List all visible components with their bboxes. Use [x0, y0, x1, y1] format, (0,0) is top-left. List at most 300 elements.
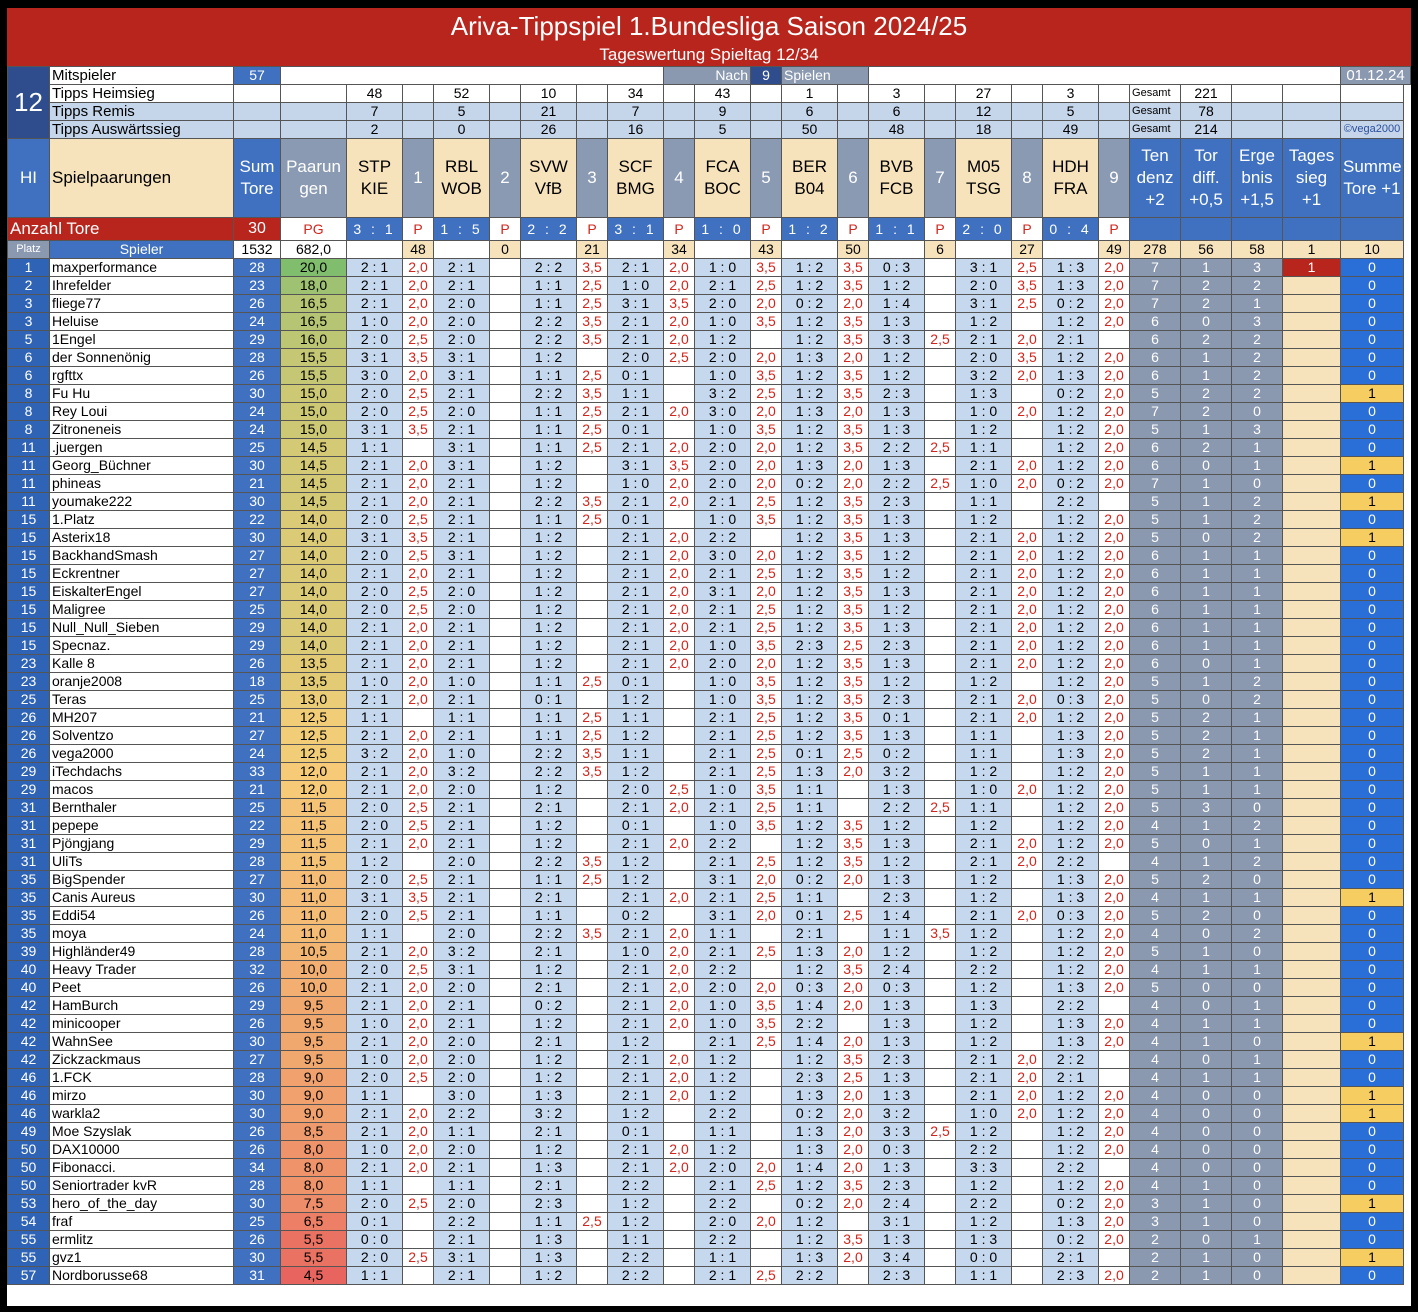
player-summe-tore: 0 — [1341, 1267, 1404, 1285]
player-tip: 1 : 3 — [521, 1087, 577, 1105]
match-6-number: 6 — [838, 139, 869, 218]
player-summe-tore: 1 — [1341, 385, 1404, 403]
player-tordiff: 2 — [1181, 331, 1232, 349]
player-points: 3,5 — [838, 1177, 869, 1195]
cell — [1283, 121, 1341, 139]
player-tip: 3 : 1 — [434, 349, 490, 367]
cell — [281, 67, 664, 85]
player-tip: 2 : 0 — [434, 583, 490, 601]
player-tagessieg — [1283, 457, 1341, 475]
player-tip: 0 : 2 — [1043, 1231, 1099, 1249]
player-tip: 1 : 3 — [869, 997, 925, 1015]
player-points: 3,5 — [838, 619, 869, 637]
player-pg: 20,0 — [281, 259, 347, 277]
player-pg: 18,0 — [281, 277, 347, 295]
player-row — [8, 331, 1411, 349]
player-tip: 1 : 3 — [869, 511, 925, 529]
player-ergebnis: 2 — [1232, 277, 1283, 295]
player-tordiff: 0 — [1181, 835, 1232, 853]
player-points: 2,0 — [1012, 403, 1043, 421]
match-2-result: 1 : 5 — [434, 218, 490, 241]
player-tendenz: 5 — [1130, 799, 1181, 817]
player-tip: 2 : 1 — [608, 403, 664, 421]
cell — [403, 85, 434, 103]
match-8-number: 8 — [1012, 139, 1043, 218]
player-tip: 1 : 1 — [521, 421, 577, 439]
player-points: 2,0 — [1099, 907, 1130, 925]
player-rank: 42 — [8, 1051, 50, 1069]
player-tip: 1 : 2 — [695, 1141, 751, 1159]
player-points — [577, 475, 608, 493]
player-tip: 1 : 2 — [956, 1033, 1012, 1051]
player-ergebnis: 0 — [1232, 871, 1283, 889]
player-points: 2,0 — [1012, 529, 1043, 547]
player-tip: 2 : 0 — [434, 331, 490, 349]
gesamt-label: Gesamt — [1130, 85, 1181, 103]
player-summe-tore: 0 — [1341, 799, 1404, 817]
player-tore: 22 — [234, 817, 281, 835]
player-row — [8, 961, 1411, 979]
player-row — [8, 691, 1411, 709]
player-points — [490, 439, 521, 457]
player-tip: 2 : 1 — [782, 925, 838, 943]
player-tip: 1 : 3 — [956, 1231, 1012, 1249]
player-tip: 1 : 1 — [434, 1177, 490, 1195]
player-tip: 1 : 1 — [956, 799, 1012, 817]
player-points: 2,0 — [664, 529, 695, 547]
player-tendenz: 5 — [1130, 673, 1181, 691]
player-points — [925, 1249, 956, 1267]
player-tip: 2 : 1 — [608, 979, 664, 997]
player-rank: 6 — [8, 349, 50, 367]
player-rank: 26 — [8, 745, 50, 763]
player-points — [490, 997, 521, 1015]
player-summe-tore: 0 — [1341, 331, 1404, 349]
player-tip: 1 : 2 — [782, 709, 838, 727]
player-tip: 2 : 3 — [1043, 1267, 1099, 1285]
player-tip: 2 : 0 — [434, 313, 490, 331]
player-tordiff: 1 — [1181, 565, 1232, 583]
player-tendenz: 6 — [1130, 439, 1181, 457]
player-points: 2,0 — [1099, 511, 1130, 529]
player-points: 2,5 — [751, 601, 782, 619]
cell — [234, 103, 281, 121]
player-points — [577, 1249, 608, 1267]
player-points: 2,0 — [751, 979, 782, 997]
player-tip: 1 : 1 — [347, 439, 403, 457]
player-tip: 1 : 1 — [608, 709, 664, 727]
player-tore: 29 — [234, 331, 281, 349]
player-row — [8, 1159, 1411, 1177]
cell — [869, 67, 1341, 85]
tips-count: 6 — [869, 103, 925, 121]
player-points — [490, 835, 521, 853]
player-points: 2,5 — [403, 1195, 434, 1213]
player-tip: 1 : 2 — [782, 655, 838, 673]
player-tip: 2 : 1 — [1043, 331, 1099, 349]
player-points — [490, 583, 521, 601]
player-tip: 2 : 0 — [434, 925, 490, 943]
player-tagessieg — [1283, 547, 1341, 565]
player-points — [577, 1141, 608, 1159]
player-tore: 24 — [234, 403, 281, 421]
player-tip: 2 : 1 — [695, 763, 751, 781]
player-rank: 8 — [8, 403, 50, 421]
player-points — [490, 313, 521, 331]
player-summe-tore: 0 — [1341, 1015, 1404, 1033]
player-tagessieg — [1283, 1069, 1341, 1087]
player-points: 2,0 — [1099, 835, 1130, 853]
player-row — [8, 529, 1411, 547]
player-tip: 2 : 2 — [1043, 997, 1099, 1015]
player-tip: 1 : 2 — [695, 1069, 751, 1087]
player-tip: 2 : 1 — [608, 1159, 664, 1177]
player-tagessieg — [1283, 781, 1341, 799]
player-tip: 1 : 1 — [956, 493, 1012, 511]
player-tip: 2 : 1 — [956, 835, 1012, 853]
player-summe-tore: 0 — [1341, 475, 1404, 493]
player-points — [925, 961, 956, 979]
match-2-p-label: P — [490, 218, 521, 241]
player-tip: 1 : 3 — [869, 1015, 925, 1033]
player-tendenz: 6 — [1130, 655, 1181, 673]
player-points: 2,0 — [1012, 1051, 1043, 1069]
player-tendenz: 5 — [1130, 979, 1181, 997]
player-tip: 2 : 1 — [695, 277, 751, 295]
player-tip: 1 : 2 — [347, 853, 403, 871]
player-tip: 1 : 3 — [1043, 367, 1099, 385]
player-points: 2,0 — [403, 1159, 434, 1177]
player-row — [8, 367, 1411, 385]
player-points: 2,5 — [751, 709, 782, 727]
player-pg: 6,5 — [281, 1213, 347, 1231]
player-tip: 1 : 2 — [956, 871, 1012, 889]
player-points — [1012, 673, 1043, 691]
player-tip: 1 : 2 — [521, 547, 577, 565]
player-tip: 1 : 2 — [782, 1051, 838, 1069]
player-pg: 15,5 — [281, 349, 347, 367]
player-tip: 1 : 0 — [695, 637, 751, 655]
player-tip: 2 : 1 — [434, 871, 490, 889]
player-summe-tore: 0 — [1341, 781, 1404, 799]
player-tip: 2 : 2 — [695, 835, 751, 853]
player-tip: 1 : 2 — [521, 1267, 577, 1285]
player-tip: 2 : 1 — [695, 943, 751, 961]
player-tore: 29 — [234, 997, 281, 1015]
player-tip: 1 : 2 — [782, 277, 838, 295]
player-ergebnis: 2 — [1232, 673, 1283, 691]
spielpaarungen-label: Spielpaarungen — [50, 139, 234, 218]
player-tendenz: 6 — [1130, 565, 1181, 583]
player-tip: 2 : 1 — [608, 637, 664, 655]
player-ergebnis: 2 — [1232, 331, 1283, 349]
cell — [1099, 85, 1130, 103]
player-points: 2,5 — [751, 493, 782, 511]
player-tip: 1 : 2 — [782, 439, 838, 457]
player-rank: 25 — [8, 691, 50, 709]
player-points: 2,5 — [403, 961, 434, 979]
player-points: 2,0 — [403, 727, 434, 745]
player-tip: 2 : 2 — [521, 331, 577, 349]
player-points — [838, 799, 869, 817]
player-pg: 14,5 — [281, 493, 347, 511]
player-tendenz: 5 — [1130, 781, 1181, 799]
player-tip: 1 : 2 — [782, 511, 838, 529]
player-tip: 2 : 1 — [347, 619, 403, 637]
player-tordiff: 1 — [1181, 673, 1232, 691]
player-tip: 2 : 1 — [347, 457, 403, 475]
player-rank: 49 — [8, 1123, 50, 1141]
tips-count: 5 — [1043, 103, 1099, 121]
player-tip: 2 : 0 — [434, 295, 490, 313]
player-points: 3,5 — [751, 997, 782, 1015]
player-tip: 1 : 2 — [1043, 1105, 1099, 1123]
player-tip: 1 : 2 — [869, 565, 925, 583]
player-points — [577, 943, 608, 961]
player-ergebnis: 2 — [1232, 817, 1283, 835]
player-tip: 1 : 1 — [434, 709, 490, 727]
player-tip: 1 : 2 — [782, 673, 838, 691]
player-points — [403, 1177, 434, 1195]
player-rank: 42 — [8, 1033, 50, 1051]
player-name: BackhandSmash — [50, 547, 234, 565]
player-tip: 1 : 2 — [782, 259, 838, 277]
player-rank: 29 — [8, 781, 50, 799]
player-tip: 1 : 3 — [869, 1033, 925, 1051]
player-tore: 26 — [234, 1141, 281, 1159]
player-summe-tore: 0 — [1341, 619, 1404, 637]
player-tip: 2 : 1 — [347, 1033, 403, 1051]
player-row — [8, 979, 1411, 997]
match-6-p-label: P — [838, 218, 869, 241]
player-tip: 1 : 2 — [869, 601, 925, 619]
player-tip: 1 : 2 — [1043, 403, 1099, 421]
player-points: 3,5 — [838, 385, 869, 403]
player-name: Asterix18 — [50, 529, 234, 547]
match-8-points-total: 27 — [1012, 241, 1043, 259]
player-points: 2,5 — [925, 331, 956, 349]
player-points — [925, 511, 956, 529]
player-tip: 0 : 1 — [782, 907, 838, 925]
player-points: 2,5 — [577, 421, 608, 439]
player-points — [1012, 727, 1043, 745]
ergebnis-header: Erge bnis +1,5 — [1232, 139, 1283, 218]
player-tip: 1 : 1 — [956, 745, 1012, 763]
match-5-number: 5 — [751, 139, 782, 218]
player-tip: 0 : 2 — [1043, 1195, 1099, 1213]
player-tip: 1 : 2 — [956, 511, 1012, 529]
player-tip: 1 : 0 — [956, 1105, 1012, 1123]
player-row — [8, 1213, 1411, 1231]
cell — [521, 241, 577, 259]
player-tip: 0 : 1 — [521, 691, 577, 709]
player-tip: 1 : 1 — [521, 367, 577, 385]
player-pg: 14,0 — [281, 565, 347, 583]
player-tip: 1 : 2 — [782, 727, 838, 745]
player-tagessieg — [1283, 1249, 1341, 1267]
player-row — [8, 871, 1411, 889]
player-tip: 2 : 3 — [869, 691, 925, 709]
player-points — [751, 1105, 782, 1123]
player-points: 2,5 — [751, 565, 782, 583]
player-tore: 26 — [234, 1015, 281, 1033]
player-points — [577, 1015, 608, 1033]
player-name: ermlitz — [50, 1231, 234, 1249]
player-tip: 2 : 0 — [956, 349, 1012, 367]
player-points — [751, 331, 782, 349]
player-points — [1099, 997, 1130, 1015]
player-ergebnis: 0 — [1232, 1159, 1283, 1177]
player-points: 2,5 — [664, 349, 695, 367]
player-row — [8, 511, 1411, 529]
player-points: 2,0 — [403, 745, 434, 763]
player-points — [577, 799, 608, 817]
player-ergebnis: 0 — [1232, 1123, 1283, 1141]
player-tip: 1 : 2 — [956, 943, 1012, 961]
player-points — [1012, 1213, 1043, 1231]
player-tip: 2 : 1 — [434, 259, 490, 277]
player-pg: 9,5 — [281, 1051, 347, 1069]
player-pg: 4,5 — [281, 1267, 347, 1285]
player-rank: 55 — [8, 1249, 50, 1267]
player-points — [577, 1267, 608, 1285]
player-tore: 28 — [234, 259, 281, 277]
player-row — [8, 835, 1411, 853]
player-points: 2,5 — [403, 583, 434, 601]
player-tip: 2 : 1 — [347, 493, 403, 511]
player-tip: 2 : 1 — [608, 259, 664, 277]
player-points — [751, 1087, 782, 1105]
player-tip: 2 : 1 — [956, 331, 1012, 349]
player-tordiff: 1 — [1181, 583, 1232, 601]
player-tendenz: 5 — [1130, 421, 1181, 439]
player-points — [577, 1033, 608, 1051]
tips-label: Tipps Heimsieg — [50, 85, 234, 103]
player-tendenz: 4 — [1130, 961, 1181, 979]
cell — [925, 121, 956, 139]
player-tip: 1 : 2 — [1043, 457, 1099, 475]
player-points: 2,0 — [403, 943, 434, 961]
player-tip: 2 : 1 — [608, 655, 664, 673]
player-points: 2,5 — [925, 1123, 956, 1141]
player-tip: 1 : 3 — [1043, 889, 1099, 907]
player-points: 2,0 — [1099, 709, 1130, 727]
player-points: 2,5 — [577, 367, 608, 385]
player-tip: 2 : 1 — [956, 709, 1012, 727]
player-points — [751, 529, 782, 547]
player-tip: 1 : 0 — [956, 475, 1012, 493]
cell — [490, 103, 521, 121]
player-points: 2,0 — [403, 997, 434, 1015]
player-tip: 1 : 2 — [956, 673, 1012, 691]
cell — [434, 241, 490, 259]
player-tordiff: 1 — [1181, 1015, 1232, 1033]
player-points: 2,5 — [403, 817, 434, 835]
player-tip: 2 : 1 — [434, 493, 490, 511]
player-points: 2,0 — [1099, 367, 1130, 385]
player-name: Eddi54 — [50, 907, 234, 925]
player-tip: 1 : 3 — [1043, 1015, 1099, 1033]
player-tip: 1 : 2 — [782, 313, 838, 331]
player-points: 2,0 — [664, 583, 695, 601]
player-points: 2,5 — [751, 1177, 782, 1195]
player-points: 2,0 — [751, 403, 782, 421]
player-points — [1099, 1069, 1130, 1087]
player-tip: 2 : 0 — [434, 853, 490, 871]
player-points — [925, 709, 956, 727]
player-tip: 1 : 2 — [782, 1213, 838, 1231]
player-tip: 2 : 0 — [695, 979, 751, 997]
tips-count: 27 — [956, 85, 1012, 103]
tips-count: 7 — [608, 103, 664, 121]
player-points — [490, 1123, 521, 1141]
player-tagessieg — [1283, 835, 1341, 853]
player-tip: 2 : 1 — [608, 1015, 664, 1033]
player-tip: 2 : 1 — [347, 763, 403, 781]
cell — [1012, 121, 1043, 139]
player-tip: 3 : 1 — [434, 1249, 490, 1267]
spielen-label: Spielen — [782, 67, 869, 85]
player-points: 3,5 — [838, 709, 869, 727]
player-tip: 2 : 0 — [434, 781, 490, 799]
player-tagessieg — [1283, 1177, 1341, 1195]
player-row — [8, 1195, 1411, 1213]
player-tip: 1 : 2 — [1043, 601, 1099, 619]
player-tip: 1 : 3 — [869, 583, 925, 601]
player-tip: 2 : 0 — [695, 1213, 751, 1231]
player-tip: 2 : 3 — [869, 889, 925, 907]
player-points: 2,0 — [1012, 637, 1043, 655]
player-tip: 3 : 1 — [695, 583, 751, 601]
player-tip: 2 : 3 — [782, 1069, 838, 1087]
player-points — [490, 511, 521, 529]
player-tore: 28 — [234, 1069, 281, 1087]
player-tip: 1 : 2 — [695, 331, 751, 349]
player-summe-tore: 0 — [1341, 727, 1404, 745]
player-tip: 2 : 2 — [1043, 853, 1099, 871]
player-tip: 1 : 0 — [347, 1141, 403, 1159]
player-points — [490, 709, 521, 727]
player-points: 2,0 — [1099, 691, 1130, 709]
player-tip: 3 : 2 — [869, 763, 925, 781]
player-points: 2,0 — [1099, 259, 1130, 277]
player-row — [8, 565, 1411, 583]
player-points — [490, 817, 521, 835]
player-points: 3,5 — [838, 529, 869, 547]
player-points: 2,0 — [838, 943, 869, 961]
player-points — [925, 1267, 956, 1285]
player-points: 2,0 — [403, 1123, 434, 1141]
player-points: 2,0 — [751, 475, 782, 493]
player-tip: 1 : 1 — [434, 1123, 490, 1141]
player-tip: 2 : 1 — [434, 475, 490, 493]
player-summe-tore: 0 — [1341, 961, 1404, 979]
player-points: 2,5 — [577, 871, 608, 889]
player-tordiff: 2 — [1181, 439, 1232, 457]
player-points: 2,0 — [1099, 673, 1130, 691]
player-points — [490, 925, 521, 943]
player-tip: 2 : 1 — [956, 547, 1012, 565]
player-tip: 1 : 3 — [521, 1159, 577, 1177]
cell — [1099, 103, 1130, 121]
player-tip: 2 : 1 — [695, 745, 751, 763]
player-points — [925, 1141, 956, 1159]
player-points — [490, 1051, 521, 1069]
player-tip: 1 : 3 — [782, 1141, 838, 1159]
player-points — [838, 889, 869, 907]
player-tagessieg — [1283, 889, 1341, 907]
player-points: 2,5 — [838, 1069, 869, 1087]
